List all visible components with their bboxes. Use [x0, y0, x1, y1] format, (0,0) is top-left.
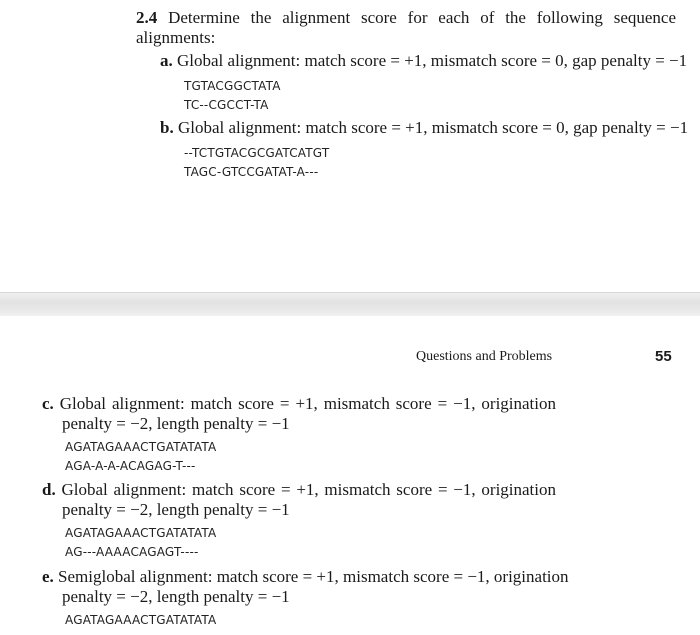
running-header-title: Questions and Problems — [416, 349, 553, 364]
item-b-seq1: --TCTGTACGCGATCATGT — [184, 146, 330, 160]
item-a-heading — [160, 51, 687, 71]
item-d-description-line1: Global alignment: match score = +1, mismatch score = −1, origination — [61, 480, 557, 499]
item-c-label: c. — [42, 394, 54, 413]
item-b-heading — [160, 118, 688, 138]
upper-page — [0, 0, 700, 292]
item-a-description: Global alignment: match score = +1, mismatch score = 0, gap penalty = −1 — [177, 51, 688, 70]
item-b-seq2: TAGC-GTCCGATAT-A--- — [184, 165, 319, 179]
item-e-heading — [42, 567, 569, 587]
item-d-heading — [42, 480, 556, 500]
item-c-description-line1: Global alignment: match score = +1, mismatch score = −1, origination — [59, 394, 557, 413]
problem-intro-text: Determine the alignment score for each of the following sequence — [168, 8, 677, 27]
page-number: 55 — [655, 348, 672, 365]
item-b-label: b. — [160, 118, 174, 137]
item-e-label: e. — [42, 567, 54, 586]
item-a-seq2: TC--CGCCT-TA — [184, 98, 269, 112]
lower-page — [0, 316, 700, 635]
item-c-seq1: AGATAGAAACTGATATATA — [65, 440, 217, 454]
item-a-label: a. — [160, 51, 173, 70]
page-separator — [0, 292, 700, 318]
item-d-seq2: AG---AAAACAGAGT---- — [65, 545, 199, 559]
item-e-description-line1: Semiglobal alignment: match score = +1, mismatch score = −1, origination — [58, 567, 569, 586]
problem-number: 2.4 — [136, 8, 158, 27]
item-c-description-line2: penalty = −2, length penalty = −1 — [62, 414, 290, 433]
item-a-seq1: TGTACGGCTATA — [184, 79, 281, 93]
problem-intro-line1 — [136, 8, 676, 28]
item-d-seq1: AGATAGAAACTGATATATA — [65, 526, 217, 540]
item-b-description: Global alignment: match score = +1, mismatch score = 0, gap penalty = −1 — [177, 118, 689, 137]
item-c-heading — [42, 394, 556, 414]
item-e-description-line2: penalty = −2, length penalty = −1 — [62, 587, 290, 606]
item-e-seq1: AGATAGAAACTGATATATA — [65, 613, 217, 627]
item-d-label: d. — [42, 480, 56, 499]
problem-intro-line2: alignments: — [136, 28, 216, 47]
item-c-seq2: AGA-A-A-ACAGAG-T--- — [65, 459, 196, 473]
item-d-description-line2: penalty = −2, length penalty = −1 — [62, 500, 290, 519]
